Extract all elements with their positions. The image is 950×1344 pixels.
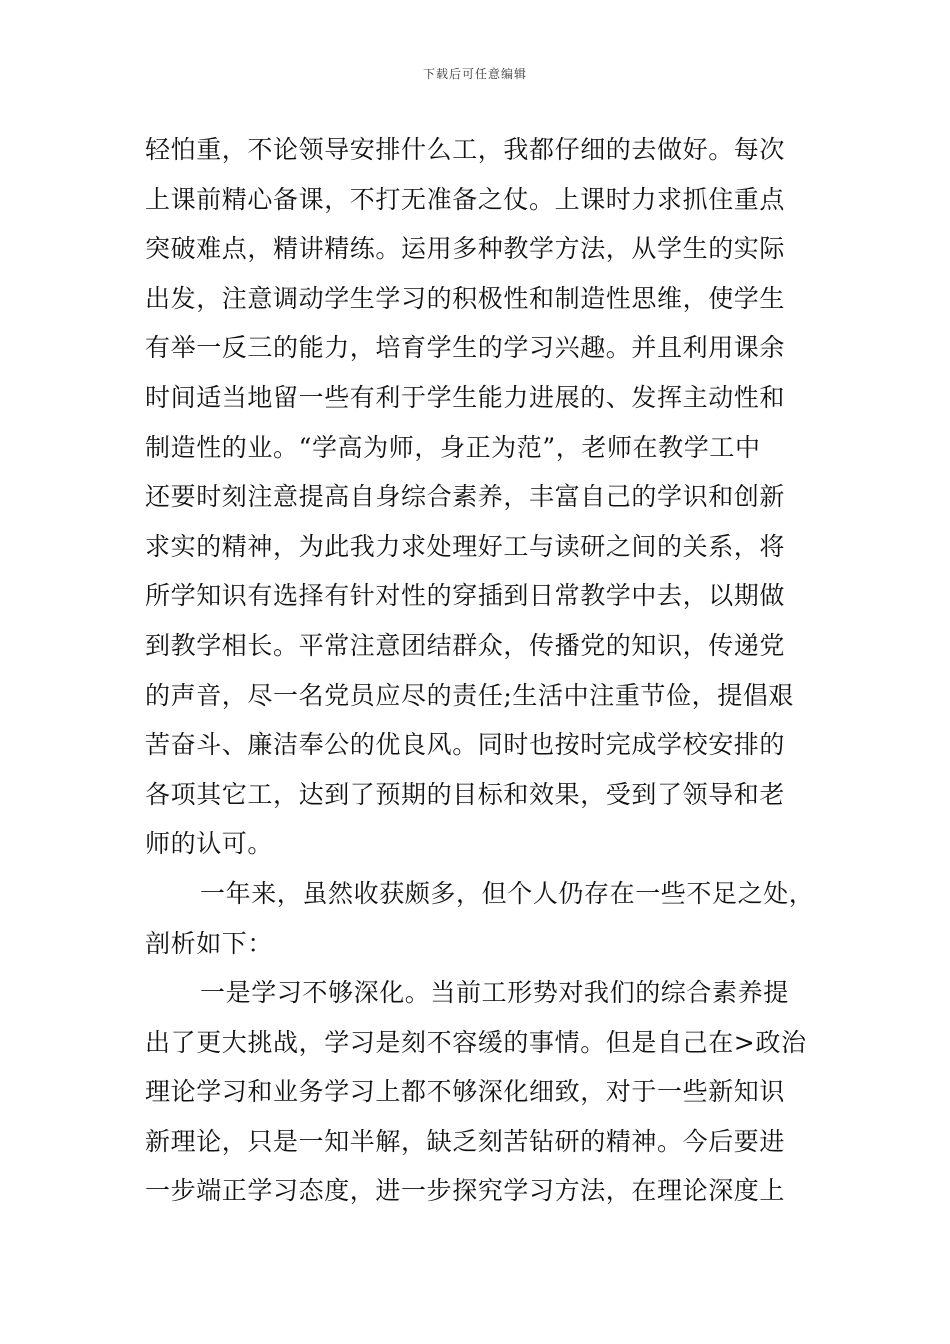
text-line: 新理论，只是一知半解，缺乏刻苦钻研的精神。今后要进 <box>145 1126 786 1156</box>
text-line: 求实的精神，为此我力求处理好工与读研之间的关系，将 <box>145 531 786 561</box>
document-body <box>145 125 825 1216</box>
text-line: 上课前精心备课，不打无准备之仗。上课时力求抓住重点 <box>145 184 786 214</box>
text-line: 时间适当地留一些有利于学生能力进展的、发挥主动性和 <box>145 382 786 412</box>
text-line: 各项其它工，达到了预期的目标和效果，受到了领导和老 <box>145 779 786 809</box>
text-line: 到教学相长。平常注意团结群众，传播党的知识，传递党 <box>145 630 786 660</box>
text-line: 师的认可。 <box>145 829 274 859</box>
text-line: 理论学习和业务学习上都不够深化细致，对于一些新知识 <box>145 1077 786 1107</box>
paragraph-first-line: 一年来，虽然收获颇多，但个人仍存在一些不足之处， <box>200 878 815 908</box>
text-line: 有举一反三的能力，培育学生的学习兴趣。并且利用课余 <box>145 333 786 363</box>
text-line: 的声音，尽一名党员应尽的责任;生活中注重节俭，提倡艰 <box>145 680 795 710</box>
text-line: 一步端正学习态度，进一步探究学习方法，在理论深度上 <box>145 1176 786 1206</box>
text-line: 还要时刻注意提高自身综合素养，丰富自己的学识和创新 <box>145 482 786 512</box>
text-line: 突破难点，精讲精练。运用多种教学方法，从学生的实际 <box>145 234 786 264</box>
text-line: 轻怕重，不论领导安排什么工，我都仔细的去做好。每次 <box>145 135 786 164</box>
text-line: 苦奋斗、廉洁奉公的优良风。同时也按时完成学校安排的 <box>145 730 786 760</box>
text-line: 出了更大挑战，学习是刻不容缓的事情。但是自己在>政治 <box>145 1027 807 1057</box>
text-line: 剖析如下： <box>145 928 274 958</box>
text-line: 所学知识有选择有针对性的穿插到日常教学中去，以期做 <box>145 581 786 611</box>
paragraph-first-line: 一是学习不够深化。当前工形势对我们的综合素养提 <box>200 978 789 1008</box>
text-line: 出发，注意调动学生学习的积极性和制造性思维，使学生 <box>145 283 786 313</box>
page-header: 下载后可任意编辑 <box>422 67 527 81</box>
text-line: 制造性的业。“学高为师，身正为范”，老师在教学工中 <box>145 432 761 462</box>
